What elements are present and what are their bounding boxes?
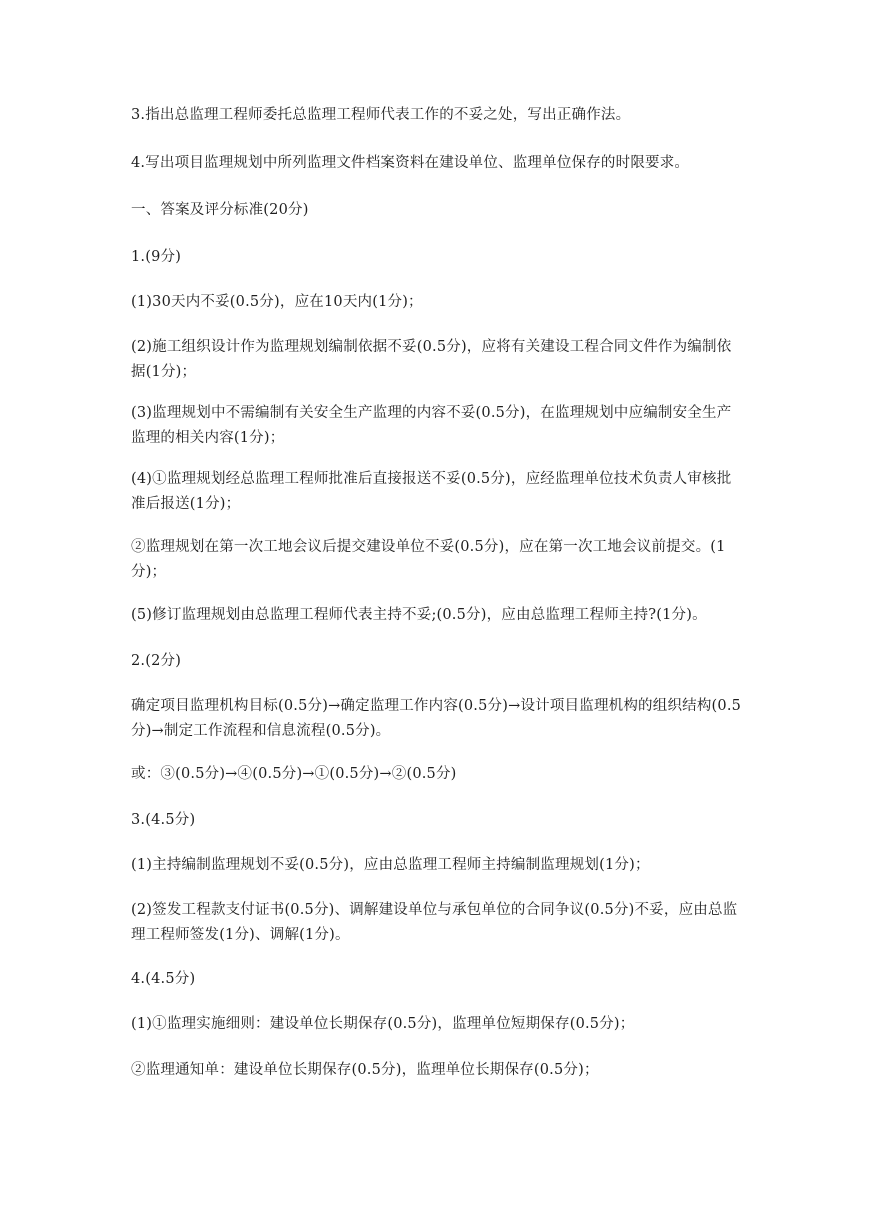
question-4-text: 4.写出项目监理规划中所列监理文件档案资料在建设单位、监理单位保存的时限要求。 [131,155,690,171]
answer-2-heading: 2.(2分) [131,653,182,669]
answer-1-heading: 1.(9分) [131,249,182,265]
answer-1-item-1: (1)30天内不妥(0.5分)，应在10天内(1分)； [131,294,423,310]
answer-3-heading: 3.(4.5分) [131,812,196,828]
answer-section-heading: 一、答案及评分标准(20分) [131,202,309,218]
answer-4-item-2: ②监理通知单：建设单位长期保存(0.5分)，监理单位长期保存(0.5分)； [131,1062,599,1078]
answer-1-item-4-2: ②监理规划在第一次工地会议后提交建设单位不妥(0.5分)，应在第一次工地会议前提交。(1分)； [131,539,726,580]
answer-3-item-2: (2)签发工程款支付证书(0.5分)、调解建设单位与承包单位的合同争议(0.5分)不妥，应由总监理工程师签发(1分)、调解(1分)。 [131,902,738,943]
answer-3-item-1: (1)主持编制监理规划不妥(0.5分)，应由总监理工程师主持编制监理规划(1分)； [131,857,650,873]
question-3-text: 3.指出总监理工程师委托总监理工程师代表工作的不妥之处，写出正确作法。 [131,107,631,123]
answer-1-item-3: (3)监理规划中不需编制有关安全生产监理的内容不妥(0.5分)，在监理规划中应编制安全生产监理的相关内容(1分)； [131,405,732,446]
answer-2-sequence: 确定项目监理机构目标(0.5分)→确定监理工作内容(0.5分)→设计项目监理机构的组织结构(0.5分)→制定工作流程和信息流程(0.5分)。 [131,698,742,739]
answer-1-item-4-1: (4)①监理规划经总监理工程师批准后直接报送不妥(0.5分)，应经监理单位技术负责人审核批准后报送(1分)； [131,471,732,512]
answer-4-heading: 4.(4.5分) [131,971,196,987]
answer-1-item-2: (2)施工组织设计作为监理规划编制依据不妥(0.5分)，应将有关建设工程合同文件作为编制依据(1分)； [131,339,732,380]
answer-1-item-5: (5)修订监理规划由总监理工程师代表主持不妥;(0.5分)，应由总监理工程师主持?(1分)。 [131,607,707,623]
answer-4-item-1: (1)①监理实施细则：建设单位长期保存(0.5分)，监理单位短期保存(0.5分)； [131,1016,635,1032]
answer-2-alternative: 或：③(0.5分)→④(0.5分)→①(0.5分)→②(0.5分) [131,766,457,782]
